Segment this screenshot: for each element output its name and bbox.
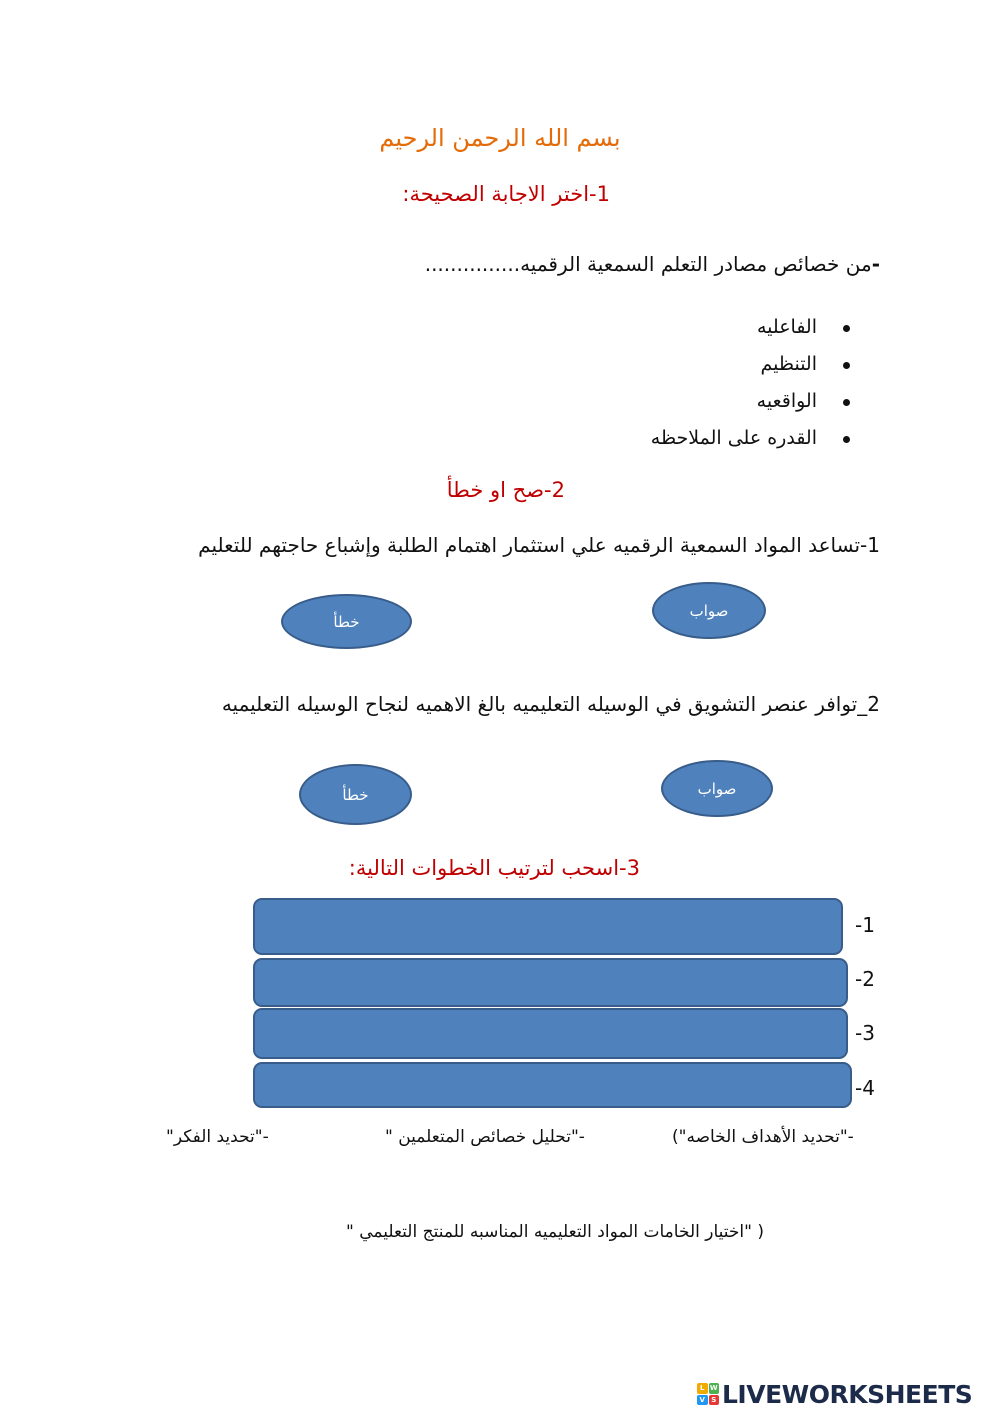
section1-prompt	[425, 252, 880, 276]
choice-item[interactable]: "تحديد الفكر"-	[166, 1127, 269, 1147]
logo-icon	[697, 1383, 719, 1405]
option-item[interactable]	[651, 349, 850, 386]
option-item[interactable]	[651, 423, 850, 460]
true-button-2[interactable]: صواب	[661, 760, 773, 817]
bullet-icon	[843, 325, 850, 332]
section2-heading: 2-صح او خطأ	[446, 478, 565, 502]
drop-slot-1[interactable]	[253, 898, 843, 955]
option-label: التنظيم	[760, 353, 817, 375]
slot-number-2: -2	[855, 967, 875, 991]
bullet-icon	[843, 362, 850, 369]
false-button-1[interactable]: خطأ	[281, 594, 412, 649]
section1-heading: 1-اختر الاجابة الصحيحة:	[402, 182, 610, 206]
drop-slot-3[interactable]	[253, 1008, 848, 1059]
bullet-icon	[843, 436, 850, 443]
slot-number-3: -3	[855, 1021, 875, 1045]
statement-1: 1-تساعد المواد السمعية الرقميه علي استثمار اهتمام الطلبة وإشباع حاجتهم للتعليم	[198, 533, 880, 557]
logo-icon-tile: W	[709, 1384, 718, 1393]
choice-item[interactable]: ("تحديد الأهداف الخاصه"-	[672, 1127, 854, 1147]
option-item[interactable]	[651, 386, 850, 423]
option-label: الفاعليه	[756, 316, 817, 338]
section1-options	[651, 312, 850, 460]
option-label: الواقعيه	[756, 390, 817, 412]
section3-heading: 3-اسحب لترتيب الخطوات التالية:	[348, 856, 640, 880]
logo-icon-tile: S	[709, 1395, 720, 1406]
choice-item[interactable]: " تحليل خصائص المتعلمين"-	[385, 1127, 585, 1147]
true-button-1[interactable]: صواب	[652, 582, 766, 639]
option-label: القدره على الملاحظه	[650, 427, 817, 449]
statement-2: 2_توافر عنصر التشويق في الوسيله التعليميه بالغ الاهميه لنجاح الوسيله التعليميه	[221, 692, 880, 716]
slot-number-1: -1	[855, 913, 875, 937]
choice-item[interactable]: " اختيار الخامات المواد التعليميه المناسبه للمنتج التعليمي" )	[345, 1222, 764, 1242]
drop-slot-4[interactable]	[253, 1062, 852, 1108]
false-button-2[interactable]: خطأ	[299, 764, 412, 825]
bullet-icon	[843, 399, 850, 406]
basmala: بسم الله الرحمن الرحيم	[379, 124, 621, 152]
slot-number-4: -4	[855, 1076, 875, 1100]
prompt-text: من خصائص مصادر التعلم السمعية الرقميه...............	[424, 252, 872, 276]
liveworksheets-logo	[697, 1380, 995, 1408]
logo-icon-tile: V	[697, 1395, 708, 1406]
logo-text: LIVEWORKSHEETS	[722, 1379, 973, 1409]
option-item[interactable]	[651, 312, 850, 349]
drop-slot-2[interactable]	[253, 958, 848, 1007]
prompt-dash: -	[871, 252, 880, 276]
logo-icon-tile: L	[697, 1383, 708, 1394]
